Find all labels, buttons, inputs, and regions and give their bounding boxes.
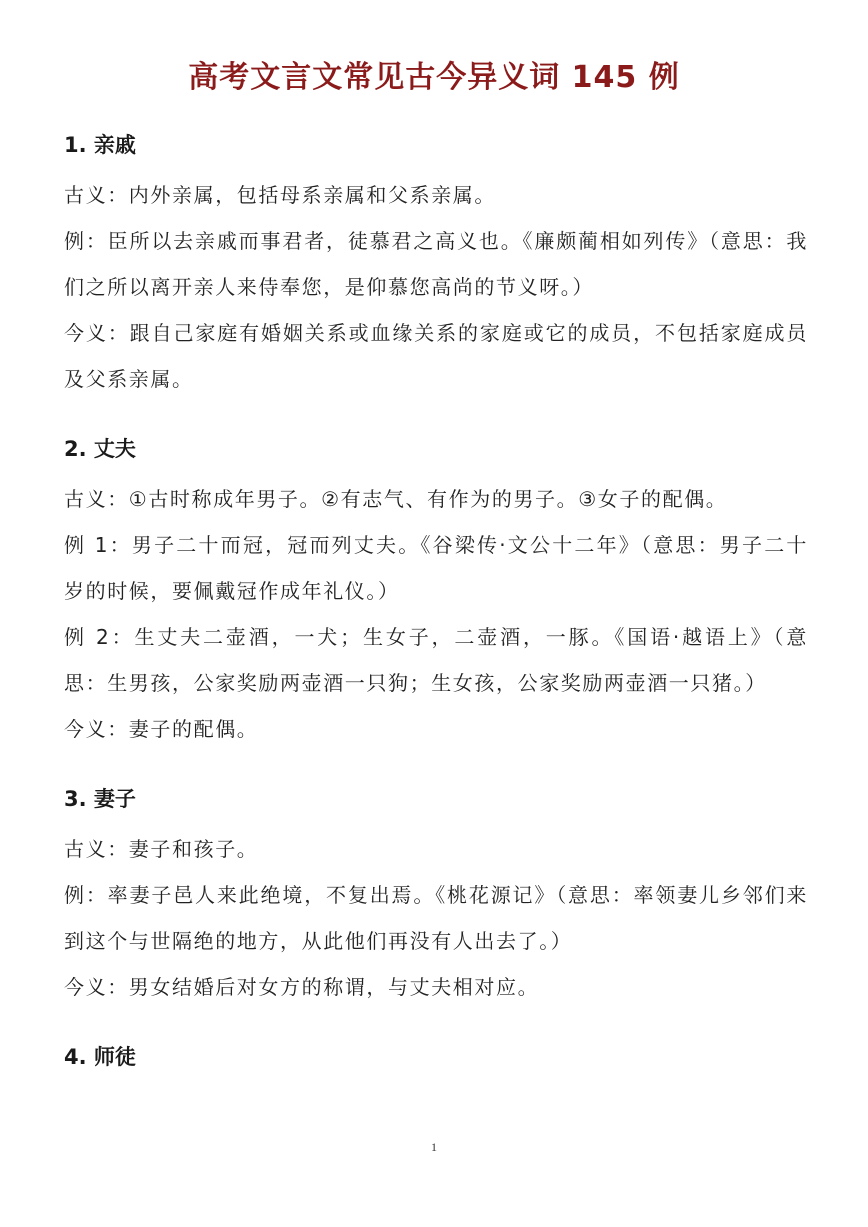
entry-2: [64, 430, 808, 752]
modern-meaning: 今义：妻子的配偶。: [64, 717, 259, 741]
example: 例：臣所以去亲戚而事君者，徒慕君之高义也。《廉颇蔺相如列传》（意思：我们之所以离开亲人来侍奉您，是仰慕您高尚的节义呀。）: [64, 229, 808, 299]
ancient-meaning: 古义：内外亲属，包括母系亲属和父系亲属。: [64, 183, 496, 207]
ancient-meaning: 古义：①古时称成年男子。②有志气、有作为的男子。③女子的配偶。: [64, 487, 728, 511]
page-number: 1: [431, 1140, 437, 1154]
ancient-meaning: 古义：妻子和孩子。: [64, 837, 259, 861]
example-2: 例 2：生丈夫二壶酒，一犬；生女子，二壶酒，一豚。《国语·越语上》（意思：生男孩，公家奖励两壶酒一只狗；生女孩，公家奖励两壶酒一只猪。）: [64, 625, 808, 695]
modern-meaning: 今义：男女结婚后对女方的称谓，与丈夫相对应。: [64, 975, 540, 999]
entry-heading: 4. 师徒: [64, 1045, 136, 1069]
entry-1: [64, 126, 808, 402]
document-body: [64, 126, 808, 1104]
example-1: 例 1：男子二十而冠，冠而列丈夫。《谷梁传·文公十二年》（意思：男子二十岁的时候，要佩戴冠作成年礼仪。）: [64, 533, 808, 603]
document-title: 高考文言文常见古今异义词 145 例: [188, 60, 680, 95]
entry-3: [64, 780, 808, 1010]
entry-heading: 3. 妻子: [64, 787, 136, 811]
example: 例：率妻子邑人来此绝境，不复出焉。《桃花源记》（意思：率领妻儿乡邻们来到这个与世隔绝的地方，从此他们再没有人出去了。）: [64, 883, 808, 953]
entry-heading: 1. 亲戚: [64, 133, 136, 157]
modern-meaning: 今义：跟自己家庭有婚姻关系或血缘关系的家庭或它的成员，不包括家庭成员及父系亲属。: [64, 321, 808, 391]
entry-4: [64, 1038, 808, 1076]
entry-heading: 2. 丈夫: [64, 437, 136, 461]
